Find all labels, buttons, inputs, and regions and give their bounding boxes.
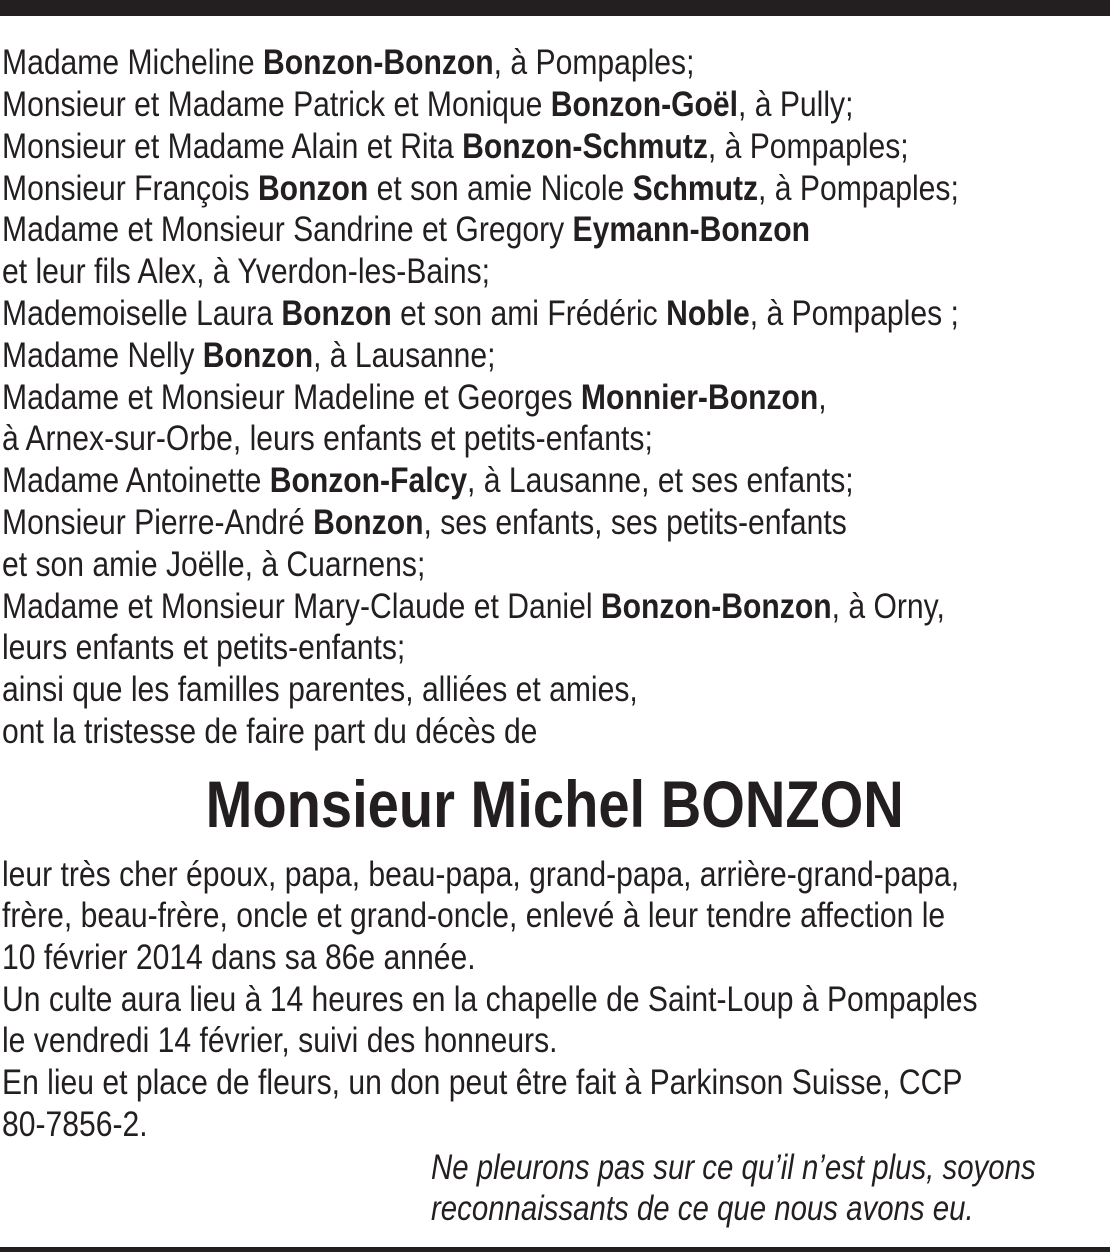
line-text: , à Pompaples; [707, 127, 909, 166]
top-rule [0, 0, 1110, 16]
line-text: et son ami Frédéric [391, 294, 667, 333]
surname: Eymann-Bonzon [572, 210, 810, 249]
family-line [2, 42, 694, 84]
line-text: , à Pully; [738, 85, 854, 124]
family-line [2, 502, 847, 544]
line-text: et son amie Nicole [368, 169, 633, 208]
line-text: Madame et Monsieur Madeline et Georges [2, 378, 581, 417]
family-line [2, 418, 653, 460]
surname: Bonzon [257, 169, 369, 208]
body-line: frère, beau-frère, oncle et grand-oncle, enlevé à leur tendre affection le [2, 896, 946, 935]
line-text: à Arnex-sur-Orbe, leurs enfants et petits-enfants; [2, 419, 653, 458]
line-text: ainsi que les familles parentes, alliées et amies, [2, 670, 638, 709]
line-text: Madame Micheline [2, 43, 263, 82]
line-text: , ses enfants, ses petits-enfants [423, 503, 847, 542]
body-line: Un culte aura lieu à 14 heures en la chapelle de Saint-Loup à Pompaples [2, 980, 978, 1019]
surname: Bonzon-Bonzon [262, 43, 494, 82]
quote-line: Ne pleurons pas sur ce qu’il n’est plus, soyons [431, 1148, 1036, 1187]
surname: Bonzon [202, 336, 314, 375]
surname: Bonzon-Schmutz [462, 127, 708, 166]
line-text: , à Pompaples; [758, 169, 959, 208]
surname: Bonzon [281, 294, 392, 333]
body-line: 10 février 2014 dans sa 86e année. [2, 938, 476, 977]
line-text: , à Orny, [831, 587, 945, 626]
family-line [2, 669, 638, 711]
body-line: leur très cher époux, papa, beau-papa, grand-papa, arrière-grand-papa, [2, 855, 960, 894]
family-line [2, 126, 909, 168]
deceased-name [0, 766, 1110, 842]
line-text: , à Lausanne, et ses enfants; [467, 461, 854, 500]
line-text: Mademoiselle Laura [2, 294, 282, 333]
line-text: Monsieur et Madame Patrick et Monique [2, 85, 551, 124]
line-text: et son amie Joëlle, à Cuarnens; [2, 545, 426, 584]
line-text: Monsieur et Madame Alain et Rita [2, 127, 463, 166]
line-text: leurs enfants et petits-enfants; [2, 628, 406, 667]
family-line [2, 711, 537, 753]
body-line: 80-7856-2. [2, 1105, 148, 1144]
line-text: Madame Antoinette [2, 461, 270, 500]
family-line [2, 251, 490, 293]
family-line [2, 460, 854, 502]
line-text: Monsieur Pierre-André [2, 503, 314, 542]
line-text: , à Pompaples ; [749, 294, 959, 333]
surname: Bonzon-Falcy [269, 461, 468, 500]
body-line: le vendredi 14 février, suivi des honneurs. [2, 1021, 558, 1060]
surname: Bonzon-Bonzon [600, 587, 832, 626]
line-text: , à Pompaples; [493, 43, 695, 82]
line-text: , [818, 378, 827, 417]
line-text: Madame et Monsieur Sandrine et Gregory [2, 210, 573, 249]
surname: Schmutz [632, 169, 759, 208]
line-text: Monsieur François [2, 169, 258, 208]
surname: Noble [666, 294, 750, 333]
family-line [2, 209, 810, 251]
family-line [2, 84, 853, 126]
line-text: , à Lausanne; [313, 336, 496, 375]
family-line [2, 586, 945, 628]
body-line: En lieu et place de fleurs, un don peut être fait à Parkinson Suisse, CCP [2, 1063, 963, 1102]
deceased-name-text: Monsieur Michel BONZON [205, 767, 905, 841]
family-line [2, 627, 405, 669]
surname: Bonzon [313, 503, 424, 542]
family-line [2, 293, 959, 335]
family-line [2, 377, 827, 419]
surname: Bonzon-Goël [550, 85, 739, 124]
line-text: Madame Nelly [2, 336, 203, 375]
quote-line: reconnaissants de ce que nous avons eu. [431, 1189, 974, 1228]
line-text: et leur fils Alex, à Yverdon-les-Bains; [2, 252, 490, 291]
line-text: Madame et Monsieur Mary-Claude et Daniel [2, 587, 601, 626]
bottom-rule [0, 1247, 1110, 1252]
line-text: ont la tristesse de faire part du décès de [2, 712, 538, 751]
family-line [2, 168, 959, 210]
surname: Monnier-Bonzon [580, 378, 819, 417]
family-line [2, 335, 496, 377]
family-line [2, 544, 425, 586]
